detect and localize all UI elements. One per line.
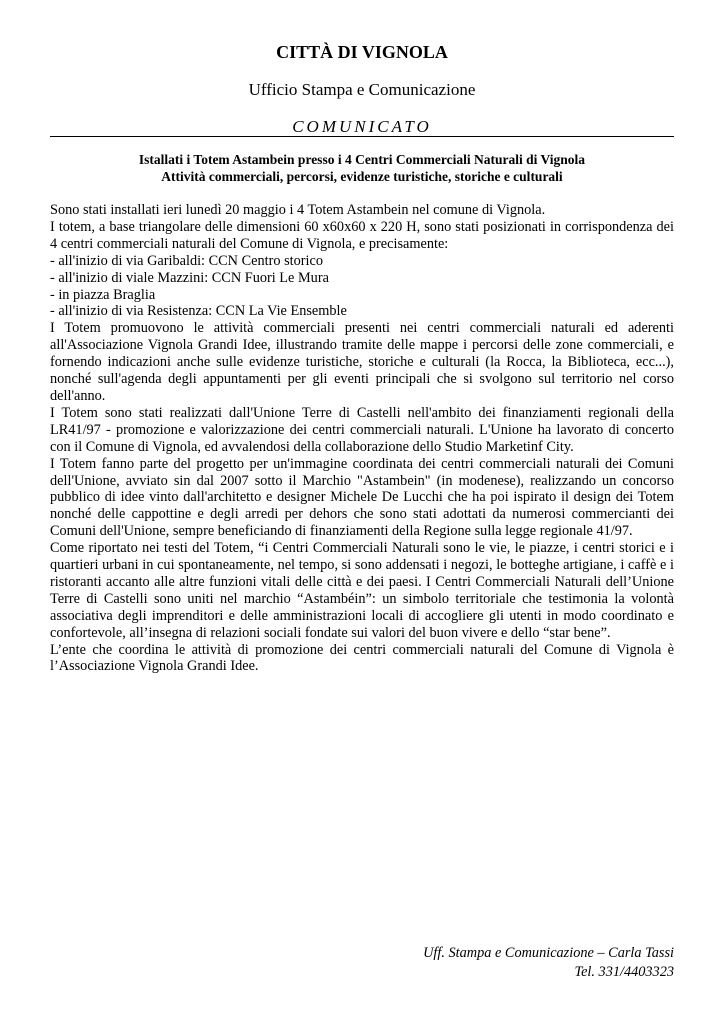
subtitle-line: Attività commerciali, percorsi, evidenze turistiche, storiche e culturali <box>161 169 563 184</box>
paragraph: Sono stati installati ieri lunedì 20 maggio i 4 Totem Astambein nel comune di Vignola. <box>50 202 546 218</box>
document-page <box>50 0 674 1024</box>
body-text <box>50 202 674 675</box>
header-divider <box>50 136 674 137</box>
list-item: - all'inizio di via Garibaldi: CCN Centro storico <box>50 252 323 269</box>
signature-phone: Tel. 331/4403323 <box>574 964 674 980</box>
signature-name: Uff. Stampa e Comunicazione – Carla Tassi <box>423 945 674 961</box>
paragraph: Come riportato nei testi del Totem, “i Centri Commerciali Naturali sono le vie, le piazze, i centri storici e i quartieri urbani in cui spontaneamente, nel tempo, si sono addensati i negozi, le botteghe artigiane, i caffè e i ristoranti accanto alle altre funzioni vitali delle città e dei paesi. I Centri Commerciali Naturali dell’Unione Terre di Castelli sono uniti nel marchio “Astambéin”: un simbolo territoriale che testimonia la volontà associativa degli imprenditori e delle amministrazioni locali di accogliere gli utenti in modo coordinato e confortevole, all’insegna di relazioni sociali fondate sui valori del buon vivere e dello “star bene”. <box>50 540 674 641</box>
press-release-title <box>50 151 674 185</box>
paragraph: I totem, a base triangolare delle dimensioni 60 x60x60 x 220 H, sono stati posizionati in corrispondenza dei 4 centri commerciali naturali del Comune di Vignola, e precisamente: <box>50 218 674 252</box>
list-item: - all'inizio di via Resistenza: CCN La Vie Ensemble <box>50 303 347 320</box>
paragraph: I Totem sono stati realizzati dall'Unione Terre di Castelli nell'ambito dei finanziamenti regionali della LR41/97 - promozione e valorizzazione dei centri commerciali naturali. L'Unione ha lavorato di concerto con il Comune di Vignola, ed avvalendosi della collaborazione dello Studio Marketinf City. <box>50 404 674 455</box>
city-name: CITTÀ DI VIGNOLA <box>276 42 448 62</box>
office-name: Ufficio Stampa e Comunicazione <box>248 80 476 99</box>
list-item: - all'inizio di viale Mazzini: CCN Fuori Le Mura <box>50 269 329 286</box>
paragraph: I Totem fanno parte del progetto per un'immagine coordinata dei centri commerciali naturali dei Comuni dell'Unione, avviato sin dal 2007 sotto il Marchio "Astambein" (in modenese), realizzando un concorso pubblico di idee vinto dall'architetto e designer Michele De Lucchi che ha poi ispirato il design dei Totem nonché delle cappottine e degli arredi per dehors che sono stati adottati da numerosi commercianti dei Comuni dell'Unione, sempre beneficiando di finanziamenti della Regione sulla legge regionale 41/97. <box>50 455 674 540</box>
signature-block <box>423 944 674 982</box>
list-item: - in piazza Braglia <box>50 286 156 303</box>
paragraph: L’ente che coordina le attività di promozione dei centri commerciali naturali del Comune di Vignola è l’Associazione Vignola Grandi Idee. <box>50 641 674 675</box>
title-line: Istallati i Totem Astambein presso i 4 Centri Commerciali Naturali di Vignola <box>138 152 586 167</box>
paragraph: I Totem promuovono le attività commerciali presenti nei centri commerciali naturali ed aderenti all'Associazione Vignola Grandi Idee, illustrando tramite delle mappe i percorsi delle zone commerciali, e fornendo indicazioni anche sulle evidenze turistiche, storiche e culturali (la Rocca, la Biblioteca, ecc...), nonché sull'agenda degli appuntamenti per gli eventi principali che si svolgono sul territorio nel corso dell'anno. <box>50 320 674 404</box>
document-type: COMUNICATO <box>292 117 432 136</box>
